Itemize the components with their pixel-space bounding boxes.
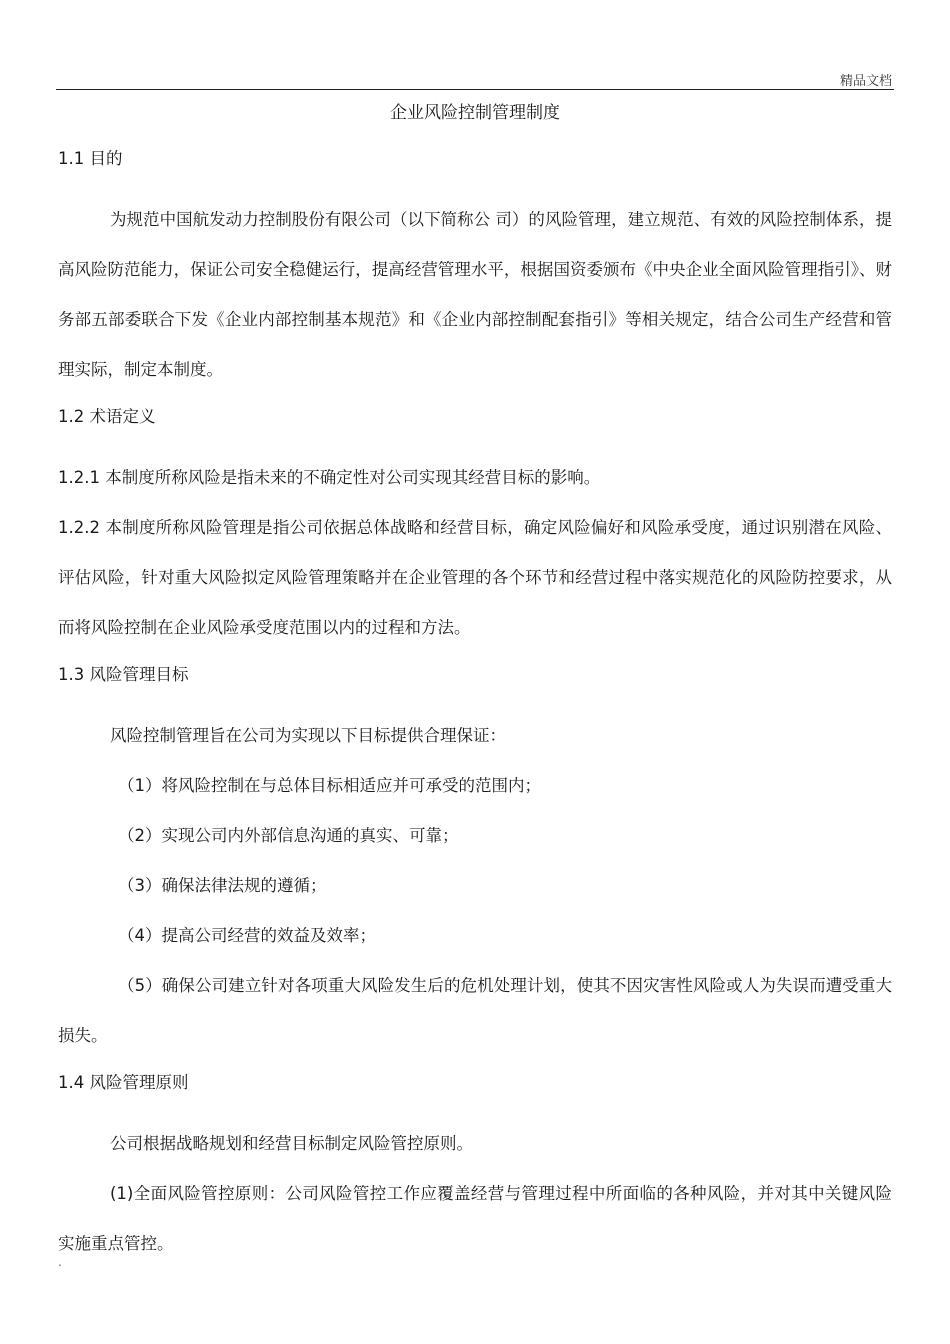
principle-1: (1)全面风险管控原则：公司风险管控工作应覆盖经营与管理过程中所面临的各种风险，并对其中关键风险实施重点管控。 (58, 1184, 892, 1253)
section-1-3-heading: 1.3 风险管理目标 (58, 665, 189, 684)
document-title: 企业风险控制管理制度 (390, 103, 560, 123)
footer-mark: . (58, 1255, 62, 1269)
goal-item-1: （1）将风险控制在与总体目标相适应并可承受的范围内； (118, 776, 541, 795)
section-1-1-heading: 1.1 目的 (58, 149, 123, 168)
goal-item-4: （4）提高公司经营的效益及效率； (118, 926, 376, 945)
section-1-4-heading: 1.4 风险管理原则 (58, 1073, 189, 1092)
section-1-2-1: 1.2.1 本制度所称风险是指未来的不确定性对公司实现其经营目标的影响。 (58, 468, 601, 487)
section-1-3-intro: 风险控制管理旨在公司为实现以下目标提供合理保证： (110, 726, 506, 745)
header-rule (56, 89, 894, 90)
goal-item-5: （5）确保公司建立针对各项重大风险发生后的危机处理计划，使其不因灾害性风险或人为失误而遭受重大损失。 (58, 976, 892, 1045)
header-label: 精品文档 (839, 74, 892, 89)
section-1-1-body: 为规范中国航发动力控制股份有限公司（以下简称公 司）的风险管理，建立规范、有效的风险控制体系，提高风险防范能力，保证公司安全稳健运行，提高经营管理水平，根据国资委颁布《中央企业全面风险管理指引》、财务部五部委联合下发《企业内部控制基本规范》和《企业内部控制配套指引》等相关规定，结合公司生产经营和管理实际，制定本制度。 (58, 210, 892, 379)
section-1-4-intro: 公司根据战略规划和经营目标制定风险管控原则。 (110, 1134, 473, 1153)
section-1-2-2: 1.2.2 本制度所称风险管理是指公司依据总体战略和经营目标，确定风险偏好和风险承受度，通过识别潜在风险、评估风险，针对重大风险拟定风险管理策略并在企业管理的各个环节和经营过程中落实规范化的风险防控要求，从而将风险控制在企业风险承受度范围以内的过程和方法。 (58, 518, 892, 637)
document-body (58, 145, 892, 1269)
goal-item-2: （2）实现公司内外部信息沟通的真实、可靠； (118, 826, 459, 845)
goal-item-3: （3）确保法律法规的遵循； (118, 876, 327, 895)
section-1-2-heading: 1.2 术语定义 (58, 407, 156, 426)
